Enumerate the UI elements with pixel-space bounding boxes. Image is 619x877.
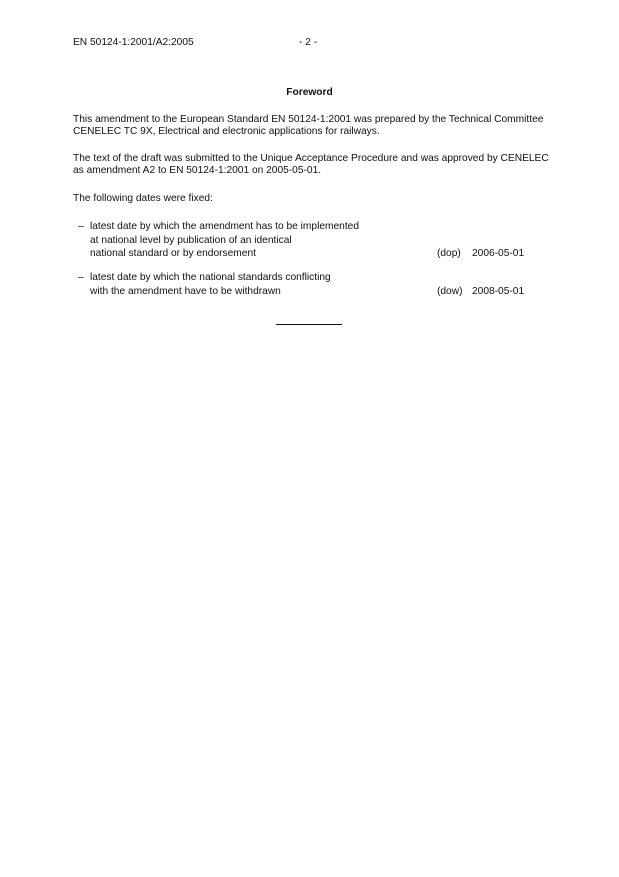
page-number: - 2 - [299, 37, 318, 48]
date-code: (dop) [437, 248, 461, 259]
date-item-line: latest date by which the amendment has to be implemented [90, 221, 359, 232]
date-item-line: latest date by which the national standards conflicting [90, 272, 331, 283]
date-value: 2006-05-01 [472, 248, 525, 259]
foreword-title: Foreword [286, 87, 333, 98]
paragraph-prepared-by: This amendment to the European Standard EN 50124-1:2001 was prepared by the Technical Committee CENELEC TC 9X, Electrical and electronic applications for railways. [73, 114, 544, 137]
date-item-line: national standard or by endorsement [90, 248, 256, 259]
date-code: (dow) [437, 286, 463, 297]
list-bullet: – [78, 272, 84, 283]
end-rule [276, 324, 342, 325]
document-id: EN 50124-1:2001/A2:2005 [73, 37, 194, 48]
paragraph-dates-intro: The following dates were fixed: [73, 193, 213, 204]
date-item-line: with the amendment have to be withdrawn [90, 286, 281, 297]
date-value: 2008-05-01 [472, 286, 525, 297]
paragraph-approval: The text of the draft was submitted to the Unique Acceptance Procedure and was approved by CENELEC as amendment A2 to EN 50124-1:2001 on 2005-05-01. [73, 153, 549, 176]
list-bullet: – [78, 221, 84, 232]
date-item-line: at national level by publication of an identical [90, 235, 292, 246]
